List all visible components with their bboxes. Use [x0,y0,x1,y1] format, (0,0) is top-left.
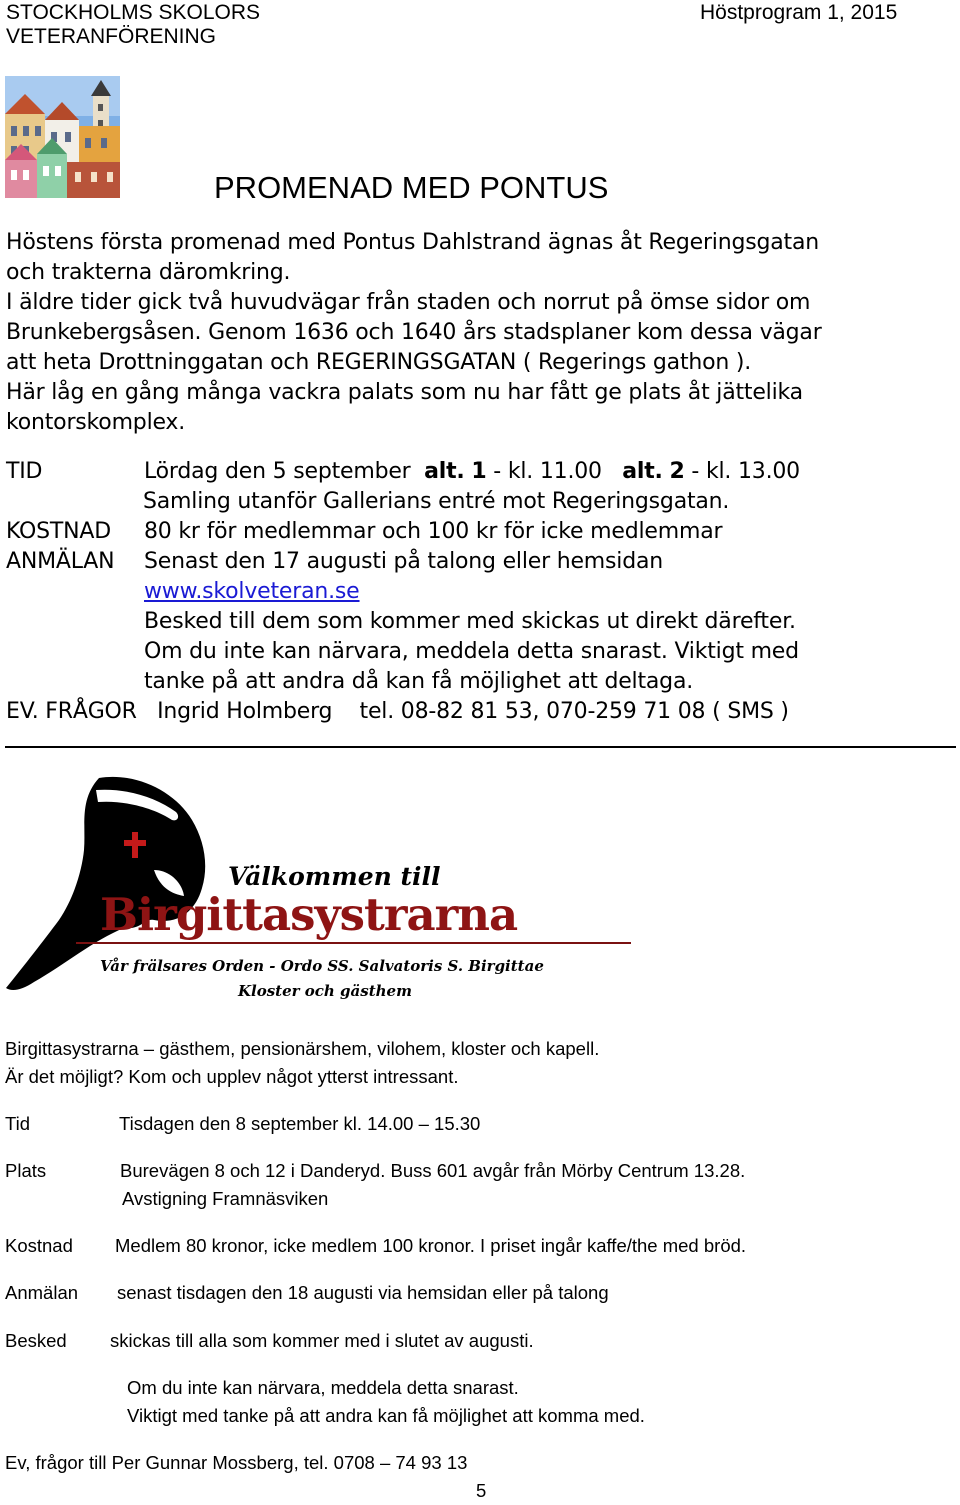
alt2-num: 2 [669,459,685,484]
birgitta-besked: skickas till alla som kommer med i slutet av augusti. [110,1330,534,1351]
fragor-label: EV. FRÅGOR [6,699,137,724]
birgitta-plats-label: Plats [5,1160,47,1181]
logo-order: Vår frälsares Orden - Ordo SS. Salvatoris S. Birgittae [100,957,544,975]
besked-text: Besked till dem som kommer med skickas ut direkt därefter. [144,609,796,634]
kostnad-row [6,517,722,547]
narvara-line2: tanke på att andra då kan få möjlighet att deltaga. [144,669,694,694]
birgitta-kostnad: Medlem 80 kronor, icke medlem 100 kronor. I priset ingår kaffe/the med bröd. [115,1235,747,1256]
anmalan-row [6,547,663,577]
tid-label: TID [6,459,43,484]
alt1-num: 1 [471,459,487,484]
intro-line: Här låg en gång många vackra palats som nu har fått ge plats åt jättelika [6,380,803,405]
intro-line: Brunkebergsåsen. Genom 1636 och 1640 års stadsplaner kom dessa vägar [6,320,822,345]
kostnad-value: 80 kr för medlemmar och 100 kr för icke medlemmar [144,519,723,544]
birgitta-intro2: Är det möjligt? Kom och upplev något ytterst intressant. [5,1066,459,1087]
org-name-line2: VETERANFÖRENING [6,25,217,48]
program-label: Höstprogram 1, 2015 [700,1,898,24]
birgitta-intro1: Birgittasystrarna – gästhem, pensionärshem, vilohem, kloster och kapell. [5,1038,600,1059]
anmalan-value: Senast den 17 augusti på talong eller hemsidan [144,549,663,574]
intro-line: I äldre tider gick två huvudvägar från staden och norrut på ömse sidor om [6,290,811,315]
logo-name: Birgittasystrarna [100,888,518,941]
alt1-time: - kl. 11.00 [493,459,602,484]
birgitta-plats-line1: Burevägen 8 och 12 i Danderyd. Buss 601 avgår från Mörby Centrum 13.28. [120,1160,746,1181]
alt2-label: alt. [622,459,663,484]
logo-welcome: Välkommen till [228,862,441,891]
org-name-line1: STOCKHOLMS SKOLORS [6,1,261,24]
birgitta-tid-label: Tid [5,1113,31,1134]
birgitta-tid: Tisdagen den 8 september kl. 14.00 – 15.30 [119,1113,481,1134]
alt2-time: - kl. 13.00 [691,459,800,484]
website-link[interactable]: www.skolveteran.se [144,579,360,604]
anmalan-label: ANMÄLAN [6,549,115,574]
narvara-line1: Om du inte kan närvara, meddela detta snarast. Viktigt med [144,639,799,664]
birgitta-narvara2: Viktigt med tanke på att andra kan få möjlighet att komma med. [127,1405,645,1426]
section-title: PROMENAD MED PONTUS [214,170,609,205]
kostnad-label: KOSTNAD [6,519,111,544]
fragor-row [6,697,789,727]
intro-line: kontorskomplex. [6,410,186,435]
birgitta-besked-label: Besked [5,1330,67,1351]
birgitta-narvara1: Om du inte kan närvara, meddela detta snarast. [127,1377,519,1398]
alt1-label: alt. [424,459,465,484]
fragor-name: Ingrid Holmberg [157,699,333,724]
intro-line: och trakterna däromkring. [6,260,291,285]
page-number: 5 [476,1480,487,1501]
section-divider [5,746,956,748]
birgitta-anmalan: senast tisdagen den 18 augusti via hemsidan eller på talong [117,1282,609,1303]
birgitta-fragor: Ev, frågor till Per Gunnar Mossberg, tel. 0708 – 74 93 13 [5,1452,468,1473]
intro-line: Höstens första promenad med Pontus Dahlstrand ägnas åt Regeringsgatan [6,230,819,255]
intro-line: att heta Drottninggatan och REGERINGSGATAN ( Regerings gathon ). [6,350,752,375]
town-illustration [5,76,120,198]
logo-sub: Kloster och gästhem [238,982,412,1000]
website-link-row [144,577,360,607]
intro-paragraph [6,228,822,438]
samling-text: Samling utanför Gallerians entré mot Regeringsgatan. [143,489,730,514]
birgitta-kostnad-label: Kostnad [5,1235,73,1256]
tid-row [6,457,800,487]
fragor-tel: tel. 08-82 81 53, 070-259 71 08 ( SMS ) [359,699,789,724]
tid-date: Lördag den 5 september [144,459,411,484]
birgitta-plats-line2: Avstigning Framnäsviken [122,1188,329,1209]
birgitta-anmalan-label: Anmälan [5,1282,79,1303]
